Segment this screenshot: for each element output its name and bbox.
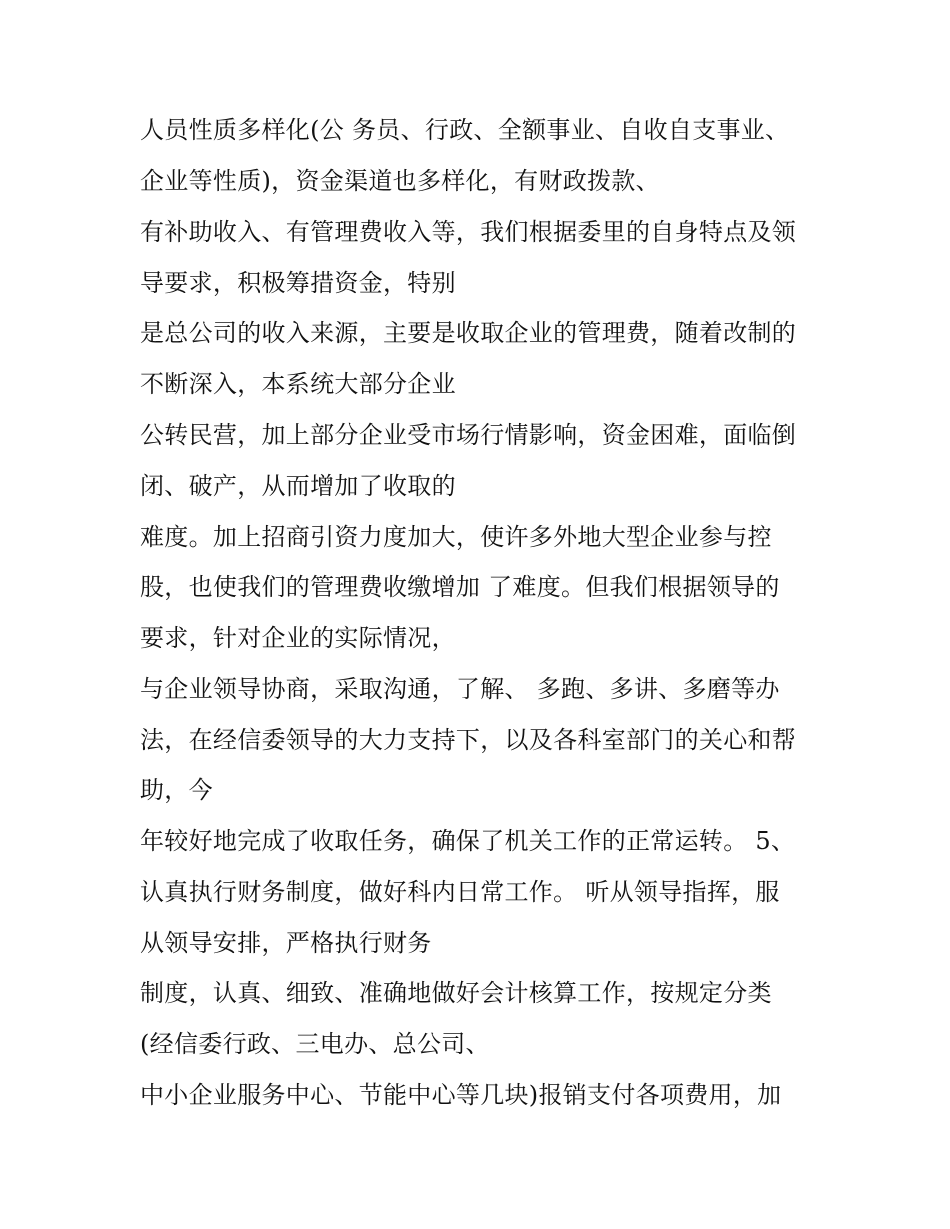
- text-line: 人员性质多样化(公 务员、行政、全额事业、自收自支事业、: [140, 116, 790, 144]
- text-line: 企业等性质)，资金渠道也多样化，有财政拨款、: [140, 167, 660, 195]
- text-line: 是总公司的收入来源，主要是收取企业的管理费，随着改制的: [140, 319, 797, 347]
- text-line: 中小企业服务中心、节能中心等几块)报销支付各项费用，加: [140, 1081, 782, 1109]
- text-line: 闭、破产，从而增加了收取的: [140, 472, 456, 500]
- text-line: 从领导安排，严格执行财务: [140, 929, 432, 957]
- text-line: 助，今: [140, 776, 213, 804]
- text-line: (经信委行政、三电办、总公司、: [140, 1030, 490, 1058]
- text-line: 法，在经信委领导的大力支持下，以及各科室部门的关心和帮: [140, 726, 797, 754]
- text-line: 不断深入，本系统大部分企业: [140, 370, 456, 398]
- text-line: 年较好地完成了收取任务，确保了机关工作的正常运转。 5、: [140, 827, 796, 855]
- text-line: 制度，认真、细致、准确地做好会计核算工作，按规定分类: [140, 979, 772, 1007]
- text-line: 公转民营，加上部分企业受市场行情影响，资金困难，面临倒: [140, 421, 797, 449]
- text-line: 难度。加上招商引资力度加大，使许多外地大型企业参与控: [140, 523, 772, 551]
- text-line: 股，也使我们的管理费收缴增加 了难度。但我们根据领导的: [140, 573, 780, 601]
- text-line: 有补助收入、有管理费收入等，我们根据委里的自身特点及领: [140, 218, 797, 246]
- text-line: 要求，针对企业的实际情况，: [140, 624, 456, 652]
- text-line: 与企业领导协商，采取沟通，了解、 多跑、多讲、多磨等办: [140, 675, 780, 703]
- text-line: 导要求，积极筹措资金，特别: [140, 269, 456, 297]
- text-line: 认真执行财务制度，做好科内日常工作。 听从领导指挥，服: [140, 878, 780, 906]
